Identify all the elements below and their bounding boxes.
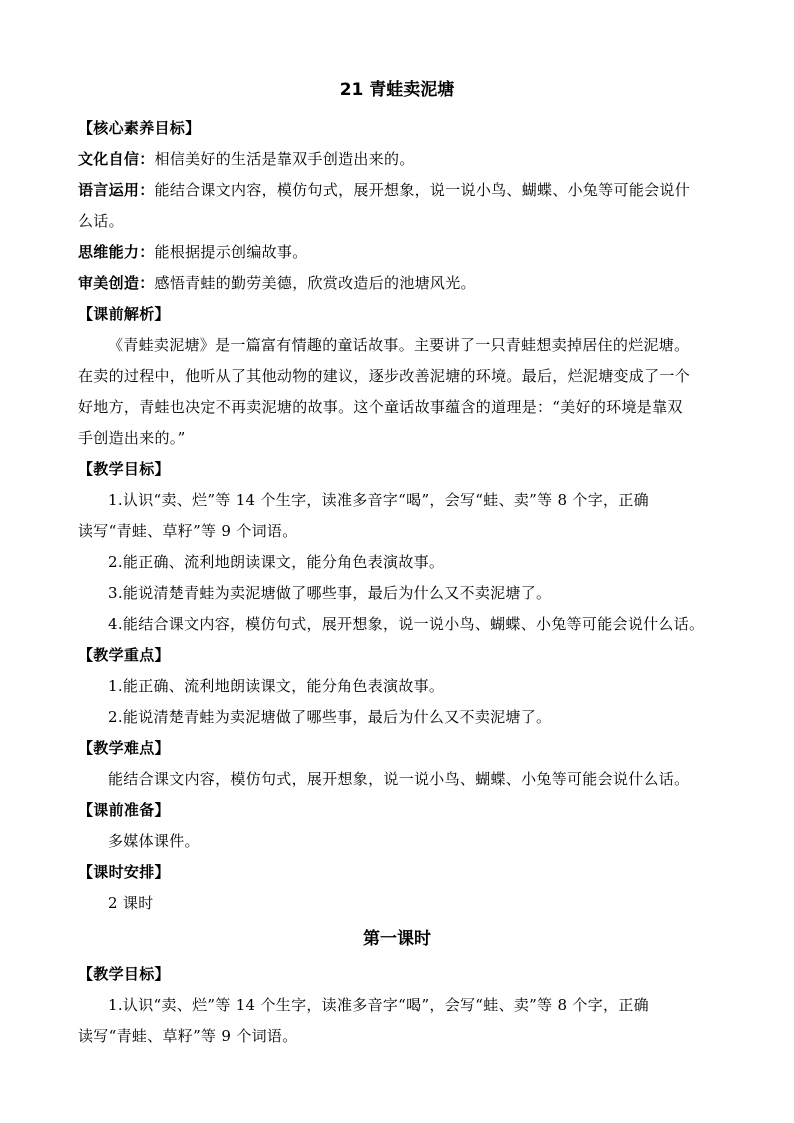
core-goal-label: 语言运用： <box>78 181 155 199</box>
preview-analysis-heading: 【课前解析】 <box>78 305 170 323</box>
analysis-line: 好地方，青蛙也决定不再卖泥塘的故事。这个童话故事蕴含的道理是：“美好的环境是靠双 <box>78 398 683 416</box>
core-goal-label: 思维能力： <box>78 243 155 261</box>
lesson1-goals-heading: 【教学目标】 <box>78 965 170 983</box>
key-point-line: 2.能说清楚青蛙为卖泥塘做了哪些事，最后为什么又不卖泥塘了。 <box>108 708 552 726</box>
core-goals-heading: 【核心素养目标】 <box>78 119 201 137</box>
preparation-heading: 【课前准备】 <box>78 801 170 819</box>
key-point-line: 1.能正确、流利地朗读课文，能分角色表演故事。 <box>108 677 445 695</box>
analysis-line: 在卖的过程中，他听从了其他动物的建议，逐步改善泥塘的环境。最后，烂泥塘变成了一个 <box>78 367 691 385</box>
teaching-goal-line: 2.能正确、流利地朗读课文，能分角色表演故事。 <box>108 553 445 571</box>
analysis-line: 手创造出来的。” <box>78 429 186 447</box>
preparation-line: 多媒体课件。 <box>108 832 200 850</box>
core-goal-text: 能根据提示创编故事。 <box>154 243 308 261</box>
lesson1-goal-line: 读写“青蛙、草籽”等 9 个词语。 <box>78 1027 298 1045</box>
core-goal-aesthetic <box>78 273 476 293</box>
key-points-heading: 【教学重点】 <box>78 646 170 664</box>
schedule-heading: 【课时安排】 <box>78 863 170 881</box>
teaching-goal-line: 4.能结合课文内容，模仿句式，展开想象，说一说小鸟、蝴蝶、小兔等可能会说什么话。 <box>108 615 705 633</box>
teaching-goal-line: 1.认识“卖、烂”等 14 个生字，读准多音字“喝”，会写“蛙、卖”等 8 个字，正确 <box>108 491 649 509</box>
core-goal-language-continued: 么话。 <box>78 212 124 230</box>
core-goal-culture <box>78 149 415 169</box>
page-title: 21 青蛙卖泥塘 <box>339 80 455 100</box>
difficult-point-line: 能结合课文内容，模仿句式，展开想象，说一说小鸟、蝴蝶、小兔等可能会说什么话。 <box>108 770 690 788</box>
core-goal-thinking <box>78 242 308 262</box>
core-goal-label: 审美创造： <box>78 274 155 292</box>
lesson1-goal-line: 1.认识“卖、烂”等 14 个生字，读准多音字“喝”，会写“蛙、卖”等 8 个字，正确 <box>108 996 649 1014</box>
analysis-line: 《青蛙卖泥塘》是一篇富有情趣的童话故事。主要讲了一只青蛙想卖掉居住的烂泥塘。 <box>108 336 690 354</box>
core-goal-text: 相信美好的生活是靠双手创造出来的。 <box>154 150 415 168</box>
teaching-goals-heading: 【教学目标】 <box>78 460 170 478</box>
teaching-goal-line: 3.能说清楚青蛙为卖泥塘做了哪些事，最后为什么又不卖泥塘了。 <box>108 584 552 602</box>
difficult-points-heading: 【教学难点】 <box>78 739 170 757</box>
schedule-line: 2 课时 <box>108 894 154 912</box>
core-goal-text: 感悟青蛙的勤劳美德，欣赏改造后的池塘风光。 <box>154 274 476 292</box>
core-goal-text: 能结合课文内容，模仿句式，展开想象，说一说小鸟、蝴蝶、小兔等可能会说什 <box>154 181 691 199</box>
lesson1-title: 第一课时 <box>363 929 431 949</box>
core-goal-language <box>78 180 690 200</box>
teaching-goal-line: 读写“青蛙、草籽”等 9 个词语。 <box>78 522 298 540</box>
core-goal-label: 文化自信： <box>78 150 155 168</box>
